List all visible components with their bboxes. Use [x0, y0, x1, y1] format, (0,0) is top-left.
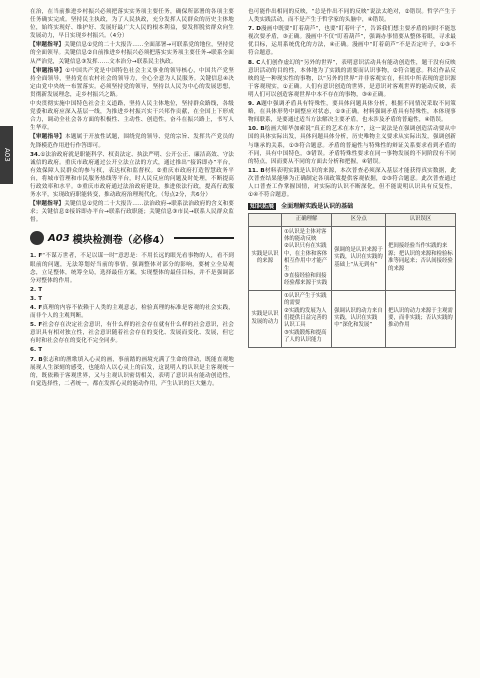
answer-paragraph [30, 346, 234, 354]
answer-label: 5. F [30, 322, 43, 329]
answer-paragraph [30, 286, 234, 294]
answer-paragraph [248, 8, 456, 24]
answer-text: 真理的内容不依赖于人类的主观意志，检验真理的标准是客观的社会实践，而非个人的主观判断。 [30, 305, 234, 320]
answer-block-lower [30, 252, 234, 388]
answer-paragraph [30, 67, 234, 99]
answer-block-upper [30, 8, 234, 224]
answer-text: ①法治政府就是职能科学、权责法定、执法严明、公开公正、廉洁高效、守法诚信的政府。重庆市政府通过公开立法立法的方式，通过推出“接诉即办”平台，有效保障人民群众的参与权，表达权和监督权。②重庆市政府打造智慧政务平台，将城市管理和市民服务热线等平台，时人民反应的问题及时处理，不断提高行政效率和水平。③重庆市政府通过法治政府建设，推进依法行政，提高行政服务水平，实现政府职能转变，推动政府治理现代化。（每点2分，共6分） [30, 151, 234, 199]
answer-text: 材料表明实践是认识的来源，本次普查必须深入基层才能获得真实数据，此次普查结果能够为正确制定各项政策提供客观依据，②③符合题意。此次普查通过人口普查工作掌握国情，对实际的认识不断深化，但不能说明认识具有反复性，①④不符合题意。 [248, 167, 456, 199]
answer-text: ①中国共产党是中国特色社会主义事业的领导核心，中国共产党坚持全面领导，坚持党在农村社会的领导力，全心全意为人民服务。关键信息④决定由党中央统一布置落实。必须坚持党的领导，坚持以人民为中心的发展思想，贯彻新发展理念，走乡村振兴之路。 [30, 67, 234, 98]
extension-heading: 全面理解实践是认识的基础 [281, 203, 354, 211]
answer-label: 11. B [248, 167, 265, 174]
answer-paragraph [30, 200, 234, 224]
knowledge-extension-title [248, 201, 456, 210]
answer-text: 漫画中既要“盯着葫芦”，也要“盯着叶子”，告诉我们想主要矛盾的同时不能忽视次要矛盾，③正确。漫画中不仅“盯着葫芦”，强调办事情要从整体着眼，寻求最优目标，运用系统优化的方法，④正确。漫画中“盯着葫芦”不是否定叶子，①③不符合题意。 [248, 26, 456, 57]
answer-text: “不谋万世者，不足以谋一时”意思是：不用长远的眼光看事物的人，看不到眼前的问题，无法筹划好当前的事情，强调整体对部分的影响，要树立全局观念，立足整体，统筹全局，选择最佳方案，实现整体的最佳目标，并不是强调部分对整体的作用。 [30, 253, 234, 284]
answer-label: 【审题指导】 [30, 201, 65, 208]
answer-text: 张志和的渔歌填入心灵的画，事前踏的画境充满了生命的律动，既能直观地展现人生深刻的感受，也能给人以心灵上的启发，这说明人的认识是主客观统一的，既依赖于客观世界，又与主观认识密切相关，表明了意识具有能动创造性，自觉选择性，二者统一，都在发挥心灵的能动作用，产生认识的巨大魅力。 [30, 356, 234, 387]
answer-paragraph [30, 100, 234, 132]
answer-label: 4. F [30, 305, 43, 311]
answer-text: 在治，在当前推进乡村振兴必须把落实实务项主要任务，确保所部署的各项主要任务确实完成。坚持民主执政，为了人民执政，充分发挥人民群众的历史主体地位，始终实现好、维护好、发展好最广大人民的根本利益，要发挥脱贫群众向生发展动力，早日实现乡村振兴。（4分） [30, 9, 234, 40]
module-code: A03 [48, 232, 70, 244]
answer-paragraph [30, 41, 234, 65]
answer-label: 10. B [248, 126, 265, 133]
table-row [249, 290, 456, 347]
table-cell-mistake: 把间接经验当作实践的来源；把认识的来源和检验标准等同起来；否认间接经验的来源 [386, 226, 456, 290]
table-header-cell: 区分点 [332, 214, 386, 226]
answer-text: 关键信息①党的二十大报告……全面部署→可联系党的地位，坚持党的全面领导。关键信息②自前推进乡村振兴必须把落实实务项主要任务→联系全面从严治党，关键信息③发挥……文本治分→联系民主执政。 [30, 42, 235, 65]
answer-label: 7. B [30, 356, 43, 363]
table-cell-head: 实践是认识发展的动力 [249, 290, 282, 347]
answer-text: 本题属于开放性试题，围绕党的领导、党的宗旨、发挥共产党员的先锋模范作用进行作答即可。 [30, 134, 234, 149]
answer-paragraph [30, 321, 234, 345]
knowledge-table [248, 213, 456, 348]
header-rule [174, 237, 234, 239]
answer-text: 也可能作出相同的反映，“总是作出不同的反映”说法太绝对，②错误。哲学产生于人类实践活动，而不是产生于哲学家的头脑中，④错误。 [248, 9, 456, 24]
answer-label: 9. A [248, 101, 261, 108]
answer-text: 绘画大师毕加索说“真正的艺术在本方”，这一说法是在强调创造活动要从中国的具体实际出发，具体问题具体分析，历史唯物主义要求从实际出发，强调创新与继承的关系，①③符合题意。矛盾的普遍性与特殊性的辩证关系要求看到矛盾的不同，具有中国特色，③错误。矛盾特殊性要求在同一事物发展的不同阶段有不同的特点，因而要从不同的方面去分析和把握，④错误。 [248, 126, 456, 165]
answer-label: 1. F [30, 253, 43, 260]
answer-paragraph [30, 133, 234, 149]
answer-paragraph [248, 125, 456, 165]
table-cell-head: 实践是认识的来源 [249, 226, 282, 290]
answer-block-right [248, 8, 456, 199]
table-header-cell: 认识误区 [386, 214, 456, 226]
answer-label: 【审题指导】 [30, 134, 65, 141]
answer-paragraph [30, 8, 234, 40]
answer-paragraph [248, 25, 456, 57]
answer-paragraph [30, 252, 234, 284]
answer-label: 【审题指导】 [30, 42, 65, 49]
answer-label: 34. [30, 151, 41, 158]
table-header-cell [249, 214, 282, 226]
table-row [249, 226, 456, 290]
answer-text: 关键信息①党的二十大报告……法治政府→联系法治政府的含义和要求；关键信息②接诉即办平台→联系行政职能；关键信息③市民→联系人民群众监督。 [30, 201, 235, 224]
answer-text: 社会存在决定社会意识，有什么样的社会存在就有什么样的社会意识，社会意识具有相对独立性，社会意识随着社会存在的变化、发展而变化、发展，但它有时和社会存在的变化不完全同步。 [30, 322, 234, 345]
table-header-row [249, 214, 456, 226]
answer-text: 人们创作虚幻的“另外的世界”，表明意识活动具有能动创造性，题干没有反映意识活动的目的性，本体地为了实践的需要而认识事物，②符合题意。科幻作品反映的是一种现实性的事物，以“另外的世界”并非客观实在，但其中所表现的意识源于客观现实，①正确。人们有意识创造的世界，是意识对客观世界的能动反映，表明人们可以创造客观世界中本不存在的事物，③④正确。 [248, 59, 456, 98]
answer-label: 【审题指导】 [30, 67, 66, 74]
answer-text: 中央贯彻实施中国特色社会主义道路，坚持人民主体地位，坚持群众路线，各级党委和政府应深入基层一线，为推进乡村振兴实干兴邦作贡献，在全国上下形成合力，调动全社会各方面的积极性、主动性、创造性，奋斗在振兴路上，书写人生华章。 [30, 101, 234, 132]
table-cell-distinction: 强调认识的动力来自实践，认识在实践中“深化和发展” [332, 290, 386, 347]
right-column [248, 8, 456, 348]
answer-label: 6. T [30, 347, 43, 354]
table-cell-correct: ①认识是主体对客体的能动反映 ②认识只有在实践中，在主体和客体相互作用中才能产生 ③直接经验和间接经验都来源于实践 [282, 226, 332, 290]
table-cell-distinction: 强调的是认识来源于实践，认识在实践的基础上“从无到有” [332, 226, 386, 290]
section-side-tab: A03 [0, 126, 13, 184]
answer-label: 2. T [30, 286, 43, 293]
answer-label: 3. T [30, 295, 43, 302]
answer-label: 8. C [248, 59, 261, 66]
answer-paragraph [248, 59, 456, 99]
table-cell-mistake: 把认识的动力来源于主观需要，而非实践；否认实践的推动作用 [386, 290, 456, 347]
answer-paragraph [248, 167, 456, 199]
left-column [30, 8, 234, 389]
table-cell-correct: ①认识产生于实践的需要 ②实践的发展为人们提供日益完善的认识工具 ③实践锻炼和提高了人的认识能力 [282, 290, 332, 347]
answer-label: 7. D [248, 26, 262, 33]
answer-paragraph [30, 304, 234, 320]
module-title: 模块检测卷（必修4） [72, 234, 170, 246]
answer-text: 题中强调矛盾具有特殊性，要具体问题具体分析，根据不同情况采取不同策略，在具体形势中调整应对状态，①③正确。材料强调矛盾具有特殊性，本体现事物间联系，是要通过适当方法解决主要矛盾，也未涉及矛盾的普遍性，④错误。 [248, 101, 456, 124]
answer-paragraph [30, 295, 234, 303]
extension-label: 知识拓展 [250, 203, 275, 211]
module-badge-icon [30, 231, 44, 245]
answer-paragraph [30, 151, 234, 200]
table-header-cell: 正确理解 [282, 214, 332, 226]
answer-paragraph [248, 100, 456, 124]
module-header [30, 228, 234, 248]
answer-paragraph [30, 356, 234, 388]
